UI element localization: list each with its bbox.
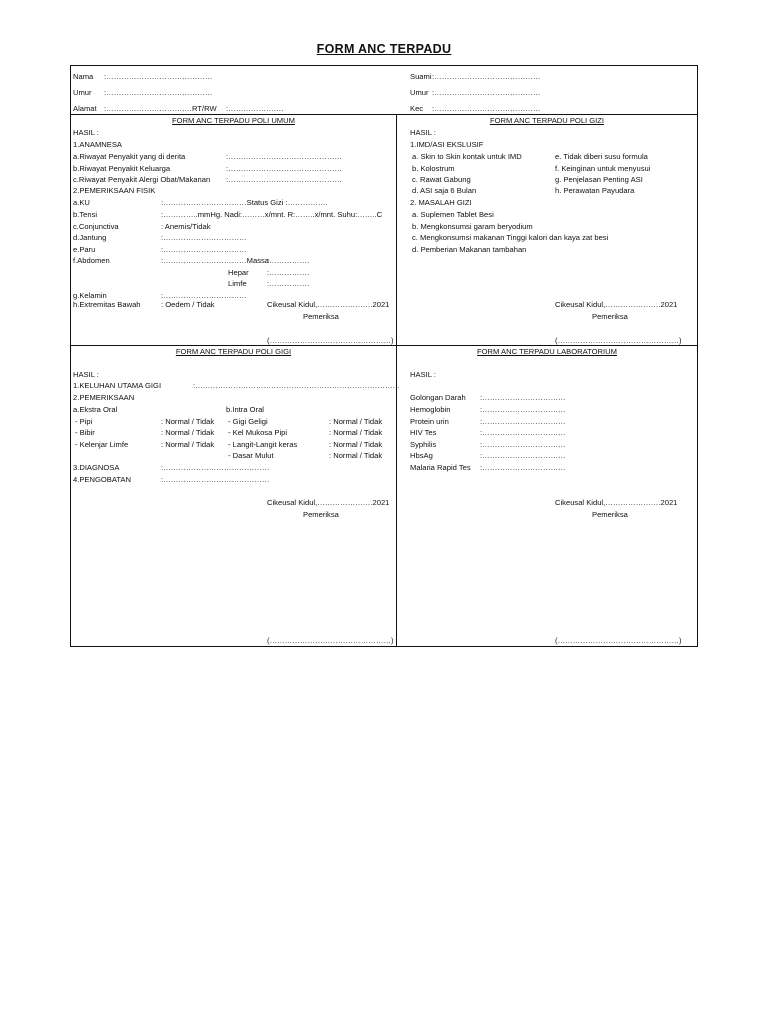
poli-gizi-title: FORM ANC TERPADU POLI GIZI (489, 116, 605, 125)
pengobatan-field[interactable]: :…………………………………… (161, 475, 270, 484)
poli-umum-pemeriksa: Pemeriksa (303, 312, 339, 321)
riwayat-keluarga-field[interactable]: :……………………………………… (226, 164, 343, 173)
alamat-field[interactable]: :……………………………. (104, 104, 192, 113)
rtrw-label: RT/RW (192, 104, 217, 113)
kec-label: Kec (410, 104, 424, 113)
gigi-geligi-field[interactable]: : Normal / Tidak (329, 417, 383, 426)
tensi-label: b.Tensi (73, 210, 98, 219)
hbsag-label: HbsAg (410, 451, 433, 460)
paru-field[interactable]: :…………………………… (161, 245, 247, 254)
masalah-item-c: c. Mengkonsumsi makanan Tinggi kalori dan kaya zat besi (412, 233, 609, 242)
kec-field[interactable]: :…………………………………… (432, 104, 541, 113)
hemoglobin-label: Hemoglobin (410, 405, 451, 414)
hiv-tes-label: HIV Tes (410, 428, 437, 437)
ku-field[interactable]: :……………………………Status Gizi :……………. (161, 198, 328, 207)
massa-field[interactable]: :……………. (267, 256, 310, 265)
kelamin-label: g.Kelamin (73, 291, 107, 300)
gizi-item-f: f. Keinginan untuk menyusui (555, 164, 651, 173)
anamnesa-heading: 1.ANAMNESA (73, 140, 122, 149)
poli-gigi-pemeriksa: Pemeriksa (303, 510, 339, 519)
header-divider (70, 114, 698, 115)
riwayat-diderita-label: a.Riwayat Penyakit yang di derita (73, 152, 186, 161)
poli-gizi-place-date: Cikeusal Kidul,………………….2021 (555, 300, 678, 309)
golongan-darah-label: Golongan Darah (410, 393, 466, 402)
limfe-label: Limfe (228, 279, 247, 288)
table-border-top (70, 65, 698, 66)
mukosa-field[interactable]: : Normal / Tidak (329, 428, 383, 437)
langit-field[interactable]: : Normal / Tidak (329, 440, 383, 449)
poli-gigi-hasil: HASIL : (73, 370, 99, 379)
syphilis-field[interactable]: :…………………………… (480, 440, 566, 449)
dasar-mulut-label: - Dasar Mulut (228, 451, 274, 460)
limfe-field[interactable]: :……………. (267, 279, 310, 288)
table-border-right (697, 65, 698, 647)
tensi-field[interactable]: :…………..mmHg. Nadi:………x/mnt. R:……..x/mnt. Suhu:……..C (161, 210, 383, 219)
gigi-geligi-label: - Gigi Geligi (228, 417, 268, 426)
gizi-item-b: b. Kolostrum (412, 164, 455, 173)
poli-gigi-place-date: Cikeusal Kidul,………………….2021 (267, 498, 390, 507)
protein-urin-field[interactable]: :…………………………… (480, 417, 566, 426)
gizi-item-g: g. Penjelasan Penting ASI (555, 175, 643, 184)
ekstra-oral-heading: a.Ekstra Oral (73, 405, 118, 414)
abdomen-field[interactable]: :……………………………Massa (161, 256, 270, 265)
gizi-item-d: d. ASI saja 6 Bulan (412, 186, 477, 195)
hepar-field[interactable]: :……………. (267, 268, 310, 277)
extremitas-label: h.Extremitas Bawah (73, 300, 141, 309)
conjunctiva-label: c.Conjunctiva (73, 222, 119, 231)
extremitas-field[interactable]: : Oedem / Tidak (161, 300, 215, 309)
riwayat-alergi-label: c.Riwayat Penyakit Alergi Obat/Makanan (73, 175, 211, 184)
laboratorium-pemeriksa: Pemeriksa (592, 510, 628, 519)
form-title: FORM ANC TERPADU (316, 42, 452, 56)
laboratorium-title: FORM ANC TERPADU LABORATORIUM (477, 347, 617, 356)
masalah-item-d: d. Pemberian Makanan tambahan (412, 245, 527, 254)
nama-label: Nama (73, 72, 94, 81)
poli-gizi-hasil: HASIL : (410, 128, 436, 137)
poli-gigi-signature[interactable]: (…………………………………………) (267, 636, 394, 645)
mukosa-label: - Kel Mukosa Pipi (228, 428, 288, 437)
gizi-item-c: c. Rawat Gabung (412, 175, 471, 184)
suami-label: Suami (410, 72, 432, 81)
alamat-label: Alamat (73, 104, 97, 113)
langit-label: - Langit-Langit keras (228, 440, 298, 449)
syphilis-label: Syphilis (410, 440, 437, 449)
umur2-label: Umur (410, 88, 429, 97)
malaria-label: Malaria Rapid Tes (410, 463, 471, 472)
hemoglobin-field[interactable]: :…………………………… (480, 405, 566, 414)
nama-field[interactable]: :…………………………………… (104, 72, 213, 81)
masalah-item-a: a. Suplemen Tablet Besi (412, 210, 494, 219)
poli-umum-hasil: HASIL : (73, 128, 99, 137)
poli-gigi-title: FORM ANC TERPADU POLI GIGI (175, 347, 292, 356)
diagnosa-label: 3.DIAGNOSA (73, 463, 120, 472)
golongan-darah-field[interactable]: :…………………………… (480, 393, 566, 402)
paru-label: e.Paru (73, 245, 96, 254)
malaria-field[interactable]: :…………………………… (480, 463, 566, 472)
poli-gizi-pemeriksa: Pemeriksa (592, 312, 628, 321)
keluhan-label: 1.KELUHAN UTAMA GIGI (73, 381, 162, 390)
pemeriksaan-heading: 2.PEMERIKSAAN (73, 393, 135, 402)
poli-umum-signature[interactable]: (…………………………………………) (267, 336, 394, 345)
conjunctiva-field[interactable]: : Anemis/Tidak (161, 222, 211, 231)
laboratorium-signature[interactable]: (…………………………………………) (555, 636, 682, 645)
masalah-gizi-heading: 2. MASALAH GIZI (410, 198, 472, 207)
kelamin-field[interactable]: :…………………………… (161, 291, 247, 300)
pipi-label: - Pipi (75, 417, 93, 426)
pemeriksaan-fisik-heading: 2.PEMERIKSAAN FISIK (73, 186, 156, 195)
imd-heading: 1.IMD/ASI EKSLUSIF (410, 140, 484, 149)
laboratorium-hasil: HASIL : (410, 370, 436, 379)
poli-umum-title: FORM ANC TERPADU POLI UMUM (172, 116, 295, 125)
dasar-mulut-field[interactable]: : Normal / Tidak (329, 451, 383, 460)
umur-label: Umur (73, 88, 92, 97)
protein-urin-label: Protein urin (410, 417, 449, 426)
riwayat-keluarga-label: b.Riwayat Penyakit Keluarga (73, 164, 171, 173)
ku-label: a.KU (73, 198, 90, 207)
riwayat-alergi-field[interactable]: :……………………………………… (226, 175, 343, 184)
pengobatan-label: 4.PENGOBATAN (73, 475, 131, 484)
column-divider (396, 114, 397, 646)
abdomen-label: f.Abdomen (73, 256, 110, 265)
rtrw-field[interactable]: :…………………. (226, 104, 284, 113)
table-border-bottom (70, 646, 698, 647)
gizi-item-e: e. Tidak diberi susu formula (555, 152, 648, 161)
laboratorium-place-date: Cikeusal Kidul,………………….2021 (555, 498, 678, 507)
umur2-field[interactable]: :…………………………………… (432, 88, 541, 97)
bibir-label: - Bibir (75, 428, 95, 437)
pipi-field[interactable]: : Normal / Tidak (161, 417, 215, 426)
diagnosa-field[interactable]: :…………………………………… (161, 463, 270, 472)
poli-gizi-signature[interactable]: (…………………………………………) (555, 336, 682, 345)
hiv-tes-field[interactable]: :…………………………… (480, 428, 566, 437)
riwayat-diderita-field[interactable]: :……………………………………… (226, 152, 343, 161)
gizi-item-h: h. Perawatan Payudara (555, 186, 635, 195)
poli-umum-place-date: Cikeusal Kidul,………………….2021 (267, 300, 390, 309)
jantung-field[interactable]: :…………………………… (161, 233, 247, 242)
masalah-item-b: b. Mengkonsumsi garam beryodium (412, 222, 533, 231)
hepar-label: Hepar (228, 268, 249, 277)
umur-field[interactable]: :…………………………………… (104, 88, 213, 97)
bibir-field[interactable]: : Normal / Tidak (161, 428, 215, 437)
suami-field[interactable]: :…………………………………… (432, 72, 541, 81)
gizi-item-a: a. Skin to Skin kontak untuk IMD (412, 152, 522, 161)
hbsag-field[interactable]: :…………………………… (480, 451, 566, 460)
kelenjar-label: - Kelenjar Limfe (75, 440, 129, 449)
keluhan-field[interactable]: :……………………………………………………………………… (193, 381, 401, 390)
jantung-label: d.Jantung (73, 233, 107, 242)
kelenjar-field[interactable]: : Normal / Tidak (161, 440, 215, 449)
intra-oral-heading: b.Intra Oral (226, 405, 264, 414)
